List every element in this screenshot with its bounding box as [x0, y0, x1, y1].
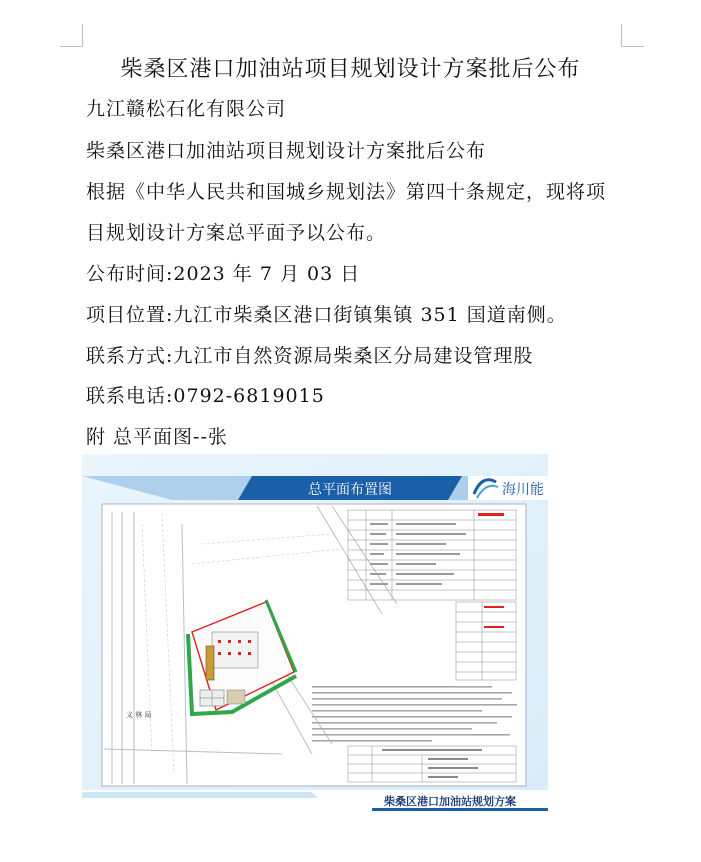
paragraph-line-2: 目规划设计方案总平面予以公布。 — [86, 222, 387, 244]
notice-subtitle: 柴桑区港口加油站项目规划设计方案批后公布 — [86, 140, 487, 162]
site-plan-figure — [82, 454, 548, 814]
page-corner-mark-top-left — [60, 24, 83, 47]
company-name: 九江赣松石化有限公司 — [86, 98, 287, 120]
brand-name: 海川能 — [502, 481, 544, 497]
publish-time: 公布时间:2023 年 7 月 03 日 — [86, 263, 361, 285]
attachment-note: 附 总平面图--张 — [86, 426, 228, 448]
project-location: 项目位置:九江市柴桑区港口街镇集镇 351 国道南侧。 — [86, 304, 567, 326]
page-title: 柴桑区港口加油站项目规划设计方案批后公布 — [120, 57, 581, 82]
figure-caption: 柴桑区港口加油站规划方案 — [384, 796, 516, 808]
map-label: 义 林 局 — [126, 711, 152, 719]
page-corner-mark-top-right — [621, 24, 644, 47]
paragraph-line-1: 根据《中华人民共和国城乡规划法》第四十条规定，现将项 — [86, 181, 607, 203]
contact-phone: 联系电话:0792-6819015 — [86, 385, 325, 407]
banner-title: 总平面布置图 — [308, 481, 392, 497]
contact-info: 联系方式:九江市自然资源局柴桑区分局建设管理股 — [86, 345, 534, 367]
